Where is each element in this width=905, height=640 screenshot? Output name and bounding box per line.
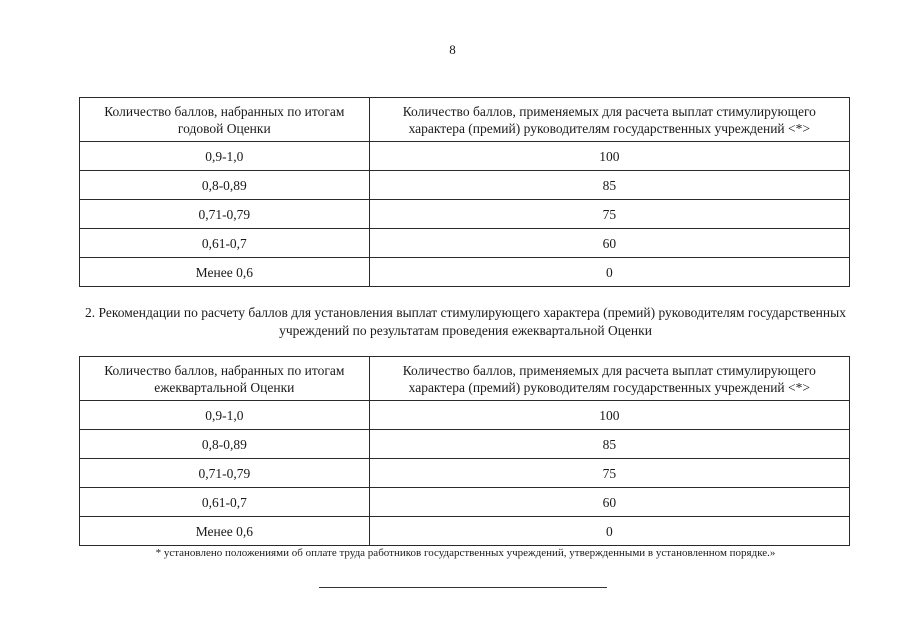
range-cell: 0,71-0,79 bbox=[80, 200, 370, 229]
table-header-row bbox=[80, 357, 850, 401]
points-cell: 75 bbox=[369, 200, 849, 229]
points-cell: 0 bbox=[369, 517, 849, 546]
range-cell: Менее 0,6 bbox=[80, 258, 370, 287]
header-cell-bonus-points: Количество баллов, применяемых для расчета выплат стимулирующего характера (премий) руководителям государственных учреждений <*> bbox=[369, 98, 849, 142]
quarterly-score-table bbox=[79, 356, 850, 546]
table-row bbox=[80, 229, 850, 258]
header-cell-bonus-points: Количество баллов, применяемых для расчета выплат стимулирующего характера (премий) руководителям государственных учреждений <*> bbox=[369, 357, 849, 401]
range-cell: 0,61-0,7 bbox=[80, 229, 370, 258]
footer-divider bbox=[319, 587, 607, 588]
points-cell: 0 bbox=[369, 258, 849, 287]
range-cell: 0,71-0,79 bbox=[80, 459, 370, 488]
table-header-row bbox=[80, 98, 850, 142]
points-cell: 85 bbox=[369, 430, 849, 459]
table-row bbox=[80, 142, 850, 171]
table-row bbox=[80, 517, 850, 546]
points-cell: 75 bbox=[369, 459, 849, 488]
header-cell-scores-quarterly: Количество баллов, набранных по итогам ежеквартальной Оценки bbox=[80, 357, 370, 401]
range-cell: 0,9-1,0 bbox=[80, 401, 370, 430]
header-cell-scores-annual: Количество баллов, набранных по итогам годовой Оценки bbox=[80, 98, 370, 142]
table-row bbox=[80, 401, 850, 430]
points-cell: 100 bbox=[369, 142, 849, 171]
footnote: * установлено положениями об оплате труда работников государственных учреждений, утвержденными в установленном порядке.» bbox=[155, 547, 776, 559]
table-row bbox=[80, 171, 850, 200]
range-cell: 0,8-0,89 bbox=[80, 430, 370, 459]
range-cell: 0,61-0,7 bbox=[80, 488, 370, 517]
table-row bbox=[80, 258, 850, 287]
annual-score-table bbox=[79, 97, 850, 287]
table-row bbox=[80, 459, 850, 488]
page-number: 8 bbox=[449, 42, 456, 57]
table-row bbox=[80, 488, 850, 517]
points-cell: 60 bbox=[369, 229, 849, 258]
table-row bbox=[80, 200, 850, 229]
table-row bbox=[80, 430, 850, 459]
points-cell: 85 bbox=[369, 171, 849, 200]
points-cell: 60 bbox=[369, 488, 849, 517]
range-cell: 0,8-0,89 bbox=[80, 171, 370, 200]
range-cell: Менее 0,6 bbox=[80, 517, 370, 546]
points-cell: 100 bbox=[369, 401, 849, 430]
section-2-heading: 2. Рекомендации по расчету баллов для установления выплат стимулирующего характера (премий) руководителям государственных учреждений по результатам проведения ежеквартальной Оценки bbox=[85, 305, 846, 338]
range-cell: 0,9-1,0 bbox=[80, 142, 370, 171]
